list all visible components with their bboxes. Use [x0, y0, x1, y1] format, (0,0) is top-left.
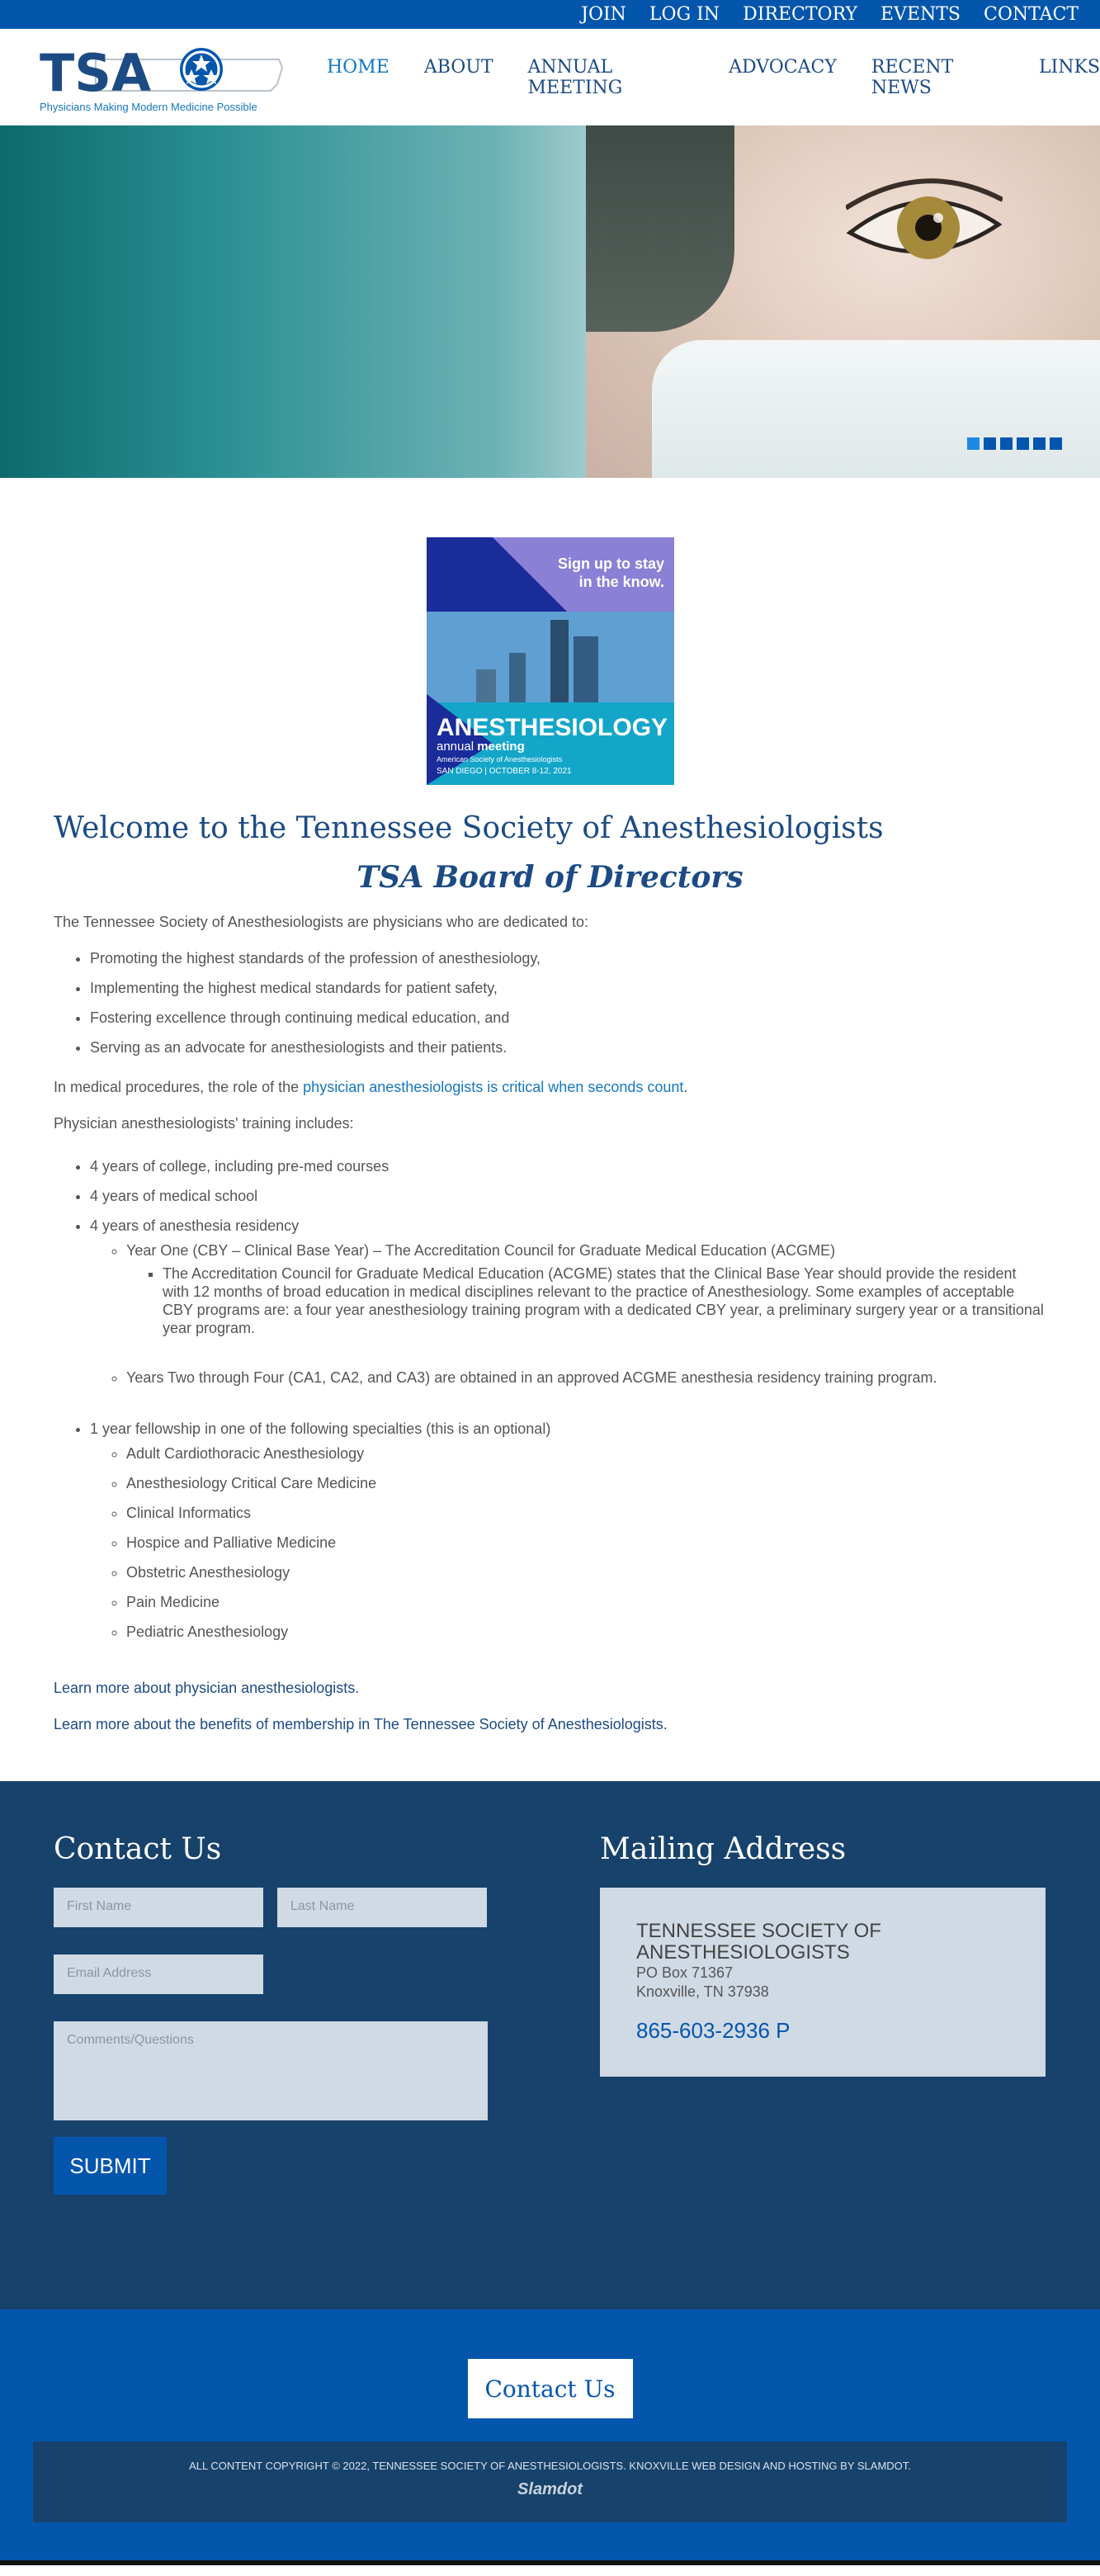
contact-form — [54, 1832, 541, 2309]
list-item: • Promoting the highest standards of the profession of anesthesiology, — [90, 948, 1046, 969]
slider-dot-1[interactable] — [967, 437, 980, 450]
dedicated-list — [54, 948, 1046, 1058]
topbar-link-contact[interactable]: CONTACT — [984, 4, 1079, 25]
top-utility-bar — [0, 0, 1100, 29]
copyright-bar — [33, 2441, 1067, 2522]
training-intro: Physician anesthesiologists' training includes: — [54, 1115, 354, 1132]
list-item: ◦ Hospice and Palliative Medicine — [126, 1532, 1046, 1553]
hero-surgical-mask — [652, 340, 1100, 478]
learn-more-paragraph-1 — [54, 1677, 1046, 1699]
board-of-directors-link[interactable]: TSA Board of Directors — [356, 860, 744, 895]
nav-links[interactable]: LINKS — [1038, 56, 1100, 78]
specialties-sublist — [90, 1443, 1046, 1642]
learn-more-membership-link[interactable]: Learn more about the benefits of membership in The Tennessee Society of Anesthesiologists. — [54, 1716, 668, 1732]
promo-annual-meeting: annual meeting — [436, 740, 525, 754]
email-input[interactable]: Email Address — [54, 1954, 263, 1994]
nav-recent-news[interactable]: RECENT NEWS — [871, 56, 954, 98]
nav-about[interactable]: ABOUT — [423, 56, 493, 78]
logo-tagline: Physicians Making Modern Medicine Possible — [40, 100, 257, 113]
slider-dot-3[interactable] — [1000, 437, 1013, 450]
site-logo[interactable] — [38, 36, 286, 119]
list-item: • Implementing the highest medical standards for patient safety, — [90, 977, 1046, 999]
promo-dates: SAN DIEGO | OCTOBER 8-12, 2021 — [436, 767, 572, 776]
training-list — [54, 1156, 1046, 1642]
first-name-input[interactable]: First Name — [54, 1888, 263, 1927]
site-footer — [0, 2309, 1100, 2560]
last-name-input[interactable]: Last Name — [277, 1888, 487, 1927]
footer-contact-button[interactable]: Contact Us — [468, 2359, 633, 2418]
learn-more-physician-link[interactable]: Learn more about physician anesthesiologists. — [54, 1680, 360, 1696]
submit-button[interactable]: SUBMIT — [54, 2137, 167, 2195]
list-item: • Serving as an advocate for anesthesiologists and their patients. — [90, 1037, 1046, 1058]
mailing-heading: Mailing Address — [600, 1832, 847, 1866]
list-item: ◦ Pediatric Anesthesiology — [126, 1621, 1046, 1642]
year-one-text: Year One (CBY – Clinical Base Year) – The Accreditation Council for Graduate Medical Education (ACGME) — [126, 1242, 836, 1259]
comments-textarea[interactable]: Comments/Questions — [54, 2021, 488, 2120]
hero-slider — [0, 125, 1100, 478]
nav-home[interactable]: HOME — [327, 56, 389, 78]
list-item: ◦ Obstetric Anesthesiology — [126, 1562, 1046, 1583]
slider-dot-2[interactable] — [984, 437, 996, 450]
list-item — [126, 1240, 1046, 1337]
mailing-address-box — [600, 1888, 1046, 2077]
list-item: ◦ Pain Medicine — [126, 1591, 1046, 1613]
list-item: ◦ Anesthesiology Critical Care Medicine — [126, 1472, 1046, 1494]
main-content — [0, 478, 1100, 1735]
list-item: • 4 years of medical school — [90, 1185, 1046, 1207]
eye-image — [846, 175, 1003, 282]
main-nav — [292, 57, 1100, 98]
annual-meeting-promo-image — [427, 537, 674, 785]
list-item: ◦ Adult Cardiothoracic Anesthesiology — [126, 1443, 1046, 1464]
mailing-city: Knoxville, TN 37938 — [636, 1983, 769, 2000]
hero-surgical-cap — [586, 125, 734, 332]
contact-section — [0, 1781, 1100, 2309]
site-header — [0, 29, 1100, 125]
intro-text: The Tennessee Society of Anesthesiologists are physicians who are dedicated to: — [54, 914, 589, 930]
contact-heading: Contact Us — [54, 1832, 222, 1866]
list-item: ◦ Years Two through Four (CA1, CA2, and CA3) are obtained in an approved ACGME anesthesia residency training program. — [126, 1367, 1046, 1388]
role-suffix: . — [683, 1079, 688, 1095]
promo-headline-2: in the know. — [578, 574, 664, 590]
topbar-link-join[interactable]: JOIN — [581, 4, 626, 25]
list-item: ▪ The Accreditation Council for Graduate Medical Education (ACGME) states that the Clinical Base Year should provide the resident with 12 months of broad education in medical disciplines relevant to the practice of Anesthesiology. Some examples of acceptable CBY programs are: a four year anesthesiology training program with a dedicated CBY year, a preliminary surgery year or a transitional year program. — [163, 1264, 1046, 1337]
board-of-directors-heading — [54, 860, 1046, 895]
slider-dot-6[interactable] — [1050, 437, 1062, 450]
topbar-link-events[interactable]: EVENTS — [880, 4, 961, 25]
promo-org: American Society of Anesthesiologists — [436, 755, 562, 763]
learn-more-paragraph-2 — [54, 1713, 1046, 1735]
list-item: ◦ Clinical Informatics — [126, 1502, 1046, 1524]
slider-dot-4[interactable] — [1017, 437, 1029, 450]
logo-text: TSA — [40, 42, 151, 103]
slamdot-logo-link[interactable] — [517, 2480, 583, 2498]
role-paragraph — [54, 1076, 1046, 1098]
role-prefix: In medical procedures, the role of the — [54, 1079, 304, 1095]
mailing-org-line-1: TENNESSEE SOCIETY OF — [636, 1920, 881, 1942]
copyright-text: ALL CONTENT COPYRIGHT © 2022, TENNESSEE SOCIETY OF ANESTHESIOLOGISTS. KNOXVILLE WEB DESIGN AND HOSTING BY SLAMDOT. — [189, 2460, 911, 2472]
mailing-org-line-2: ANESTHESIOLOGISTS — [636, 1941, 850, 1964]
slider-dot-5[interactable] — [1033, 437, 1046, 450]
list-item: • 4 years of college, including pre-med courses — [90, 1156, 1046, 1177]
phone-number-link[interactable]: 865-603-2936 P — [636, 2018, 791, 2043]
promo-brand: ANESTHESIOLOGY — [436, 714, 668, 741]
nav-advocacy[interactable]: ADVOCACY — [729, 56, 837, 78]
residency-text: 4 years of anesthesia residency — [90, 1217, 300, 1234]
promo-headline-1: Sign up to stay — [557, 555, 664, 572]
residency-sublist — [90, 1240, 1046, 1388]
list-item: • Fostering excellence through continuing medical education, and — [90, 1007, 1046, 1028]
fellowship-text: 1 year fellowship in one of the following specialties (this is an optional) — [90, 1420, 551, 1437]
year-one-sublist — [126, 1264, 1046, 1337]
annual-meeting-promo-link[interactable] — [54, 537, 1046, 785]
topbar-link-login[interactable]: LOG IN — [649, 4, 720, 25]
nav-annual-meeting[interactable]: ANNUAL MEETING — [527, 56, 623, 98]
email-row — [54, 1954, 541, 1994]
name-row — [54, 1888, 541, 1927]
critical-when-seconds-count-link[interactable]: physician anesthesiologists is critical when seconds count — [303, 1079, 684, 1095]
page-title: Welcome to the Tennessee Society of Anesthesiologists — [54, 811, 884, 845]
tsa-logo-icon — [38, 36, 286, 119]
bottom-divider — [0, 2560, 1100, 2565]
slamdot-logo-icon: Slamdot — [517, 2480, 583, 2498]
mailing-address — [600, 1832, 1046, 2309]
list-item — [90, 1215, 1046, 1388]
list-item — [90, 1418, 1046, 1642]
slider-pagination — [967, 437, 1062, 450]
topbar-link-directory[interactable]: DIRECTORY — [743, 4, 857, 25]
mailing-po-box: PO Box 71367 — [636, 1964, 734, 1981]
